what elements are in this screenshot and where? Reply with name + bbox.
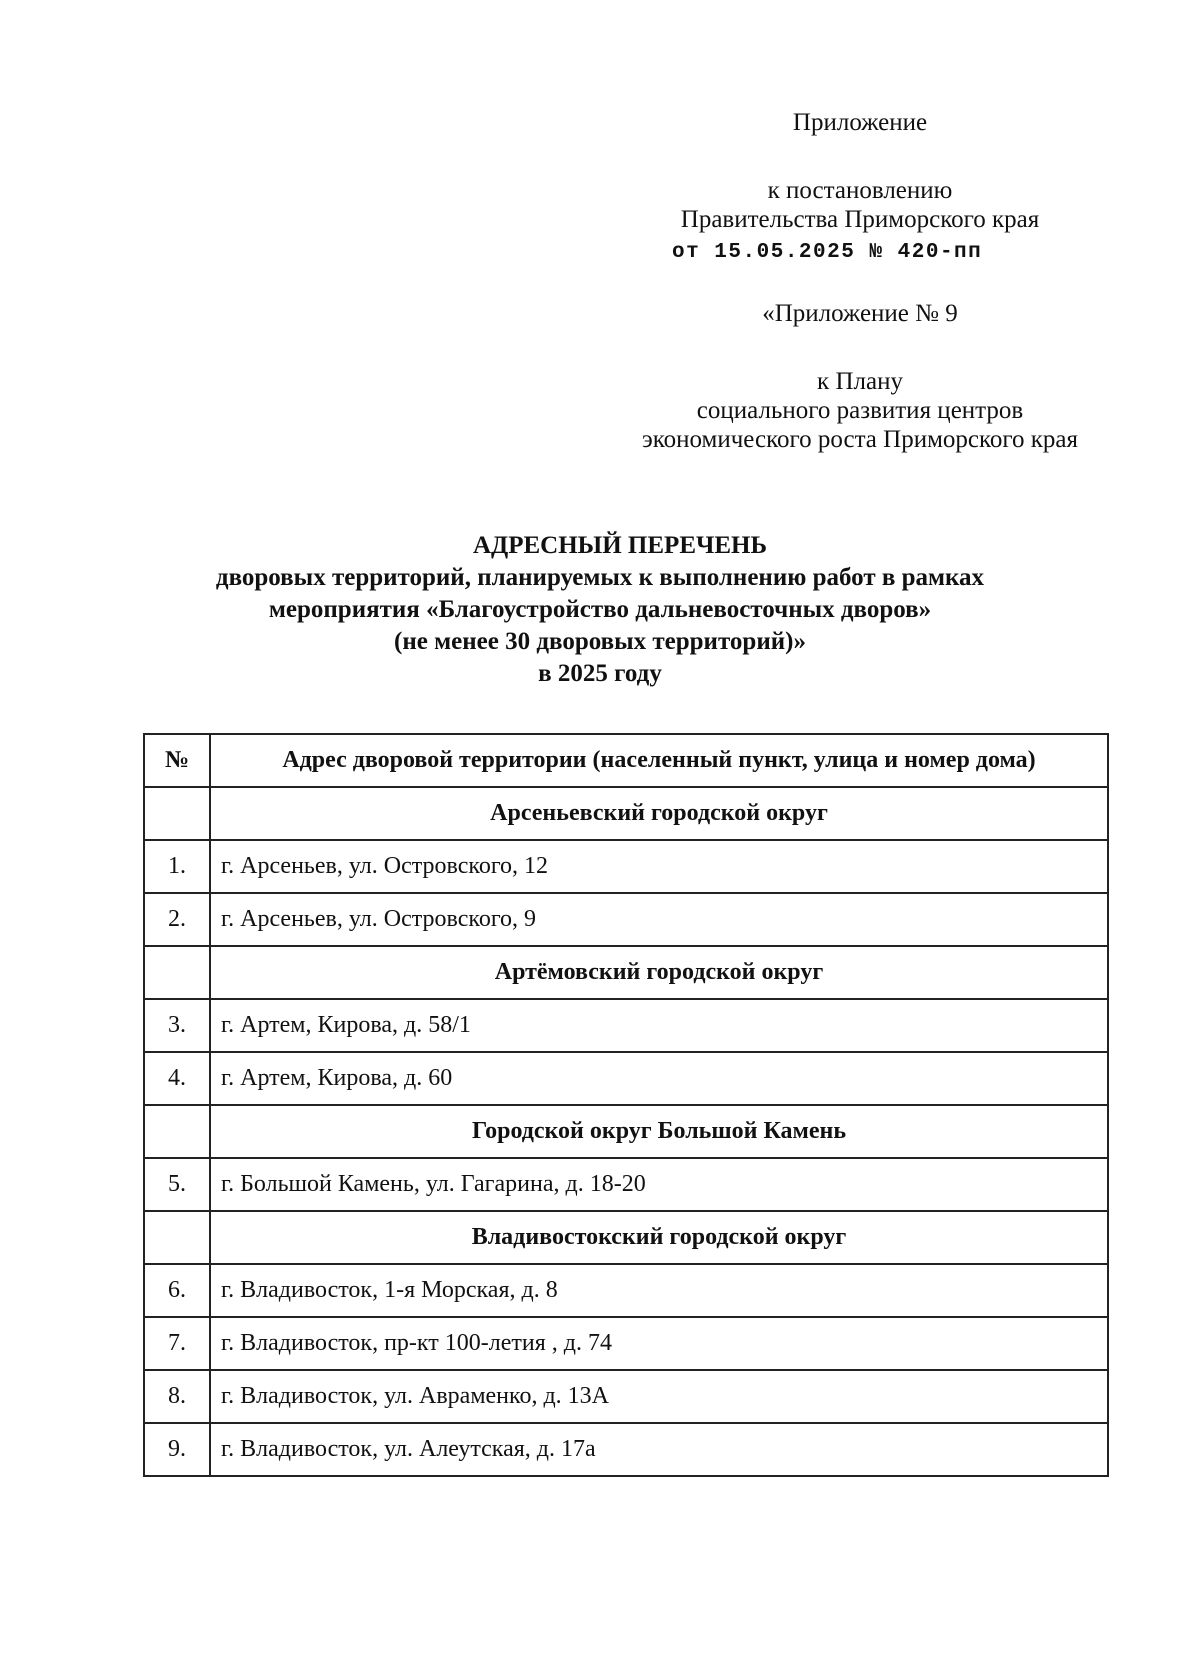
row-number: 4. [144, 1052, 210, 1105]
document-title [0, 530, 1200, 690]
table-row [144, 1052, 1108, 1105]
table-row [144, 840, 1108, 893]
row-number [144, 1211, 210, 1264]
address-table-body [144, 734, 1108, 1476]
address-cell: г. Арсеньев, ул. Островского, 9 [210, 893, 1108, 946]
row-number: 8. [144, 1370, 210, 1423]
row-number [144, 946, 210, 999]
resolution-stamp: от 15.05.2025 № 420-пп [672, 241, 983, 264]
title-line-2: дворовых территорий, планируемых к выполнению работ в рамках [215, 564, 985, 591]
address-cell: г. Арсеньев, ул. Островского, 12 [210, 840, 1108, 893]
group-row [144, 1105, 1108, 1158]
table-row [144, 1317, 1108, 1370]
table-row [144, 1423, 1108, 1476]
row-number: 6. [144, 1264, 210, 1317]
row-number: 1. [144, 840, 210, 893]
plan-line-3: экономического роста Приморского края [642, 426, 1078, 453]
table-row [144, 1264, 1108, 1317]
table-row [144, 999, 1108, 1052]
table-header-row [144, 734, 1108, 787]
plan-line-2: социального развития центров [696, 397, 1024, 424]
row-number: 5. [144, 1158, 210, 1211]
address-cell: г. Владивосток, ул. Алеутская, д. 17а [210, 1423, 1108, 1476]
address-cell: г. Артем, Кирова, д. 60 [210, 1052, 1108, 1105]
row-number [144, 787, 210, 840]
row-number: 7. [144, 1317, 210, 1370]
table-row [144, 1370, 1108, 1423]
to-plan-label: к Плану [817, 368, 903, 395]
municipality-heading: Городской округ Большой Камень [210, 1105, 1108, 1158]
address-table [143, 733, 1109, 1477]
address-cell: г. Владивосток, 1-я Морская, д. 8 [210, 1264, 1108, 1317]
title-line-4: (не менее 30 дворовых территорий)» [394, 628, 806, 655]
municipality-heading: Арсеньевский городской округ [210, 787, 1108, 840]
appendix-label: Приложение [792, 109, 928, 136]
group-row [144, 787, 1108, 840]
address-cell: г. Артем, Кирова, д. 58/1 [210, 999, 1108, 1052]
table-row [144, 893, 1108, 946]
municipality-heading: Артёмовский городской округ [210, 946, 1108, 999]
municipality-heading: Владивостокский городской округ [210, 1211, 1108, 1264]
row-number [144, 1105, 210, 1158]
table-row [144, 1158, 1108, 1211]
government-label: Правительства Приморского края [680, 206, 1040, 233]
group-row [144, 1211, 1108, 1264]
row-number: 2. [144, 893, 210, 946]
title-line-5: в 2025 году [538, 660, 662, 687]
address-cell: г. Владивосток, пр-кт 100-летия , д. 74 [210, 1317, 1108, 1370]
column-header-number: № [144, 734, 210, 787]
address-cell: г. Большой Камень, ул. Гагарина, д. 18-20 [210, 1158, 1108, 1211]
address-cell: г. Владивосток, ул. Авраменко, д. 13А [210, 1370, 1108, 1423]
to-resolution-label: к постановлению [767, 177, 953, 204]
column-header-address: Адрес дворовой территории (населенный пункт, улица и номер дома) [210, 734, 1108, 787]
row-number: 3. [144, 999, 210, 1052]
title-line-1: АДРЕСНЫЙ ПЕРЕЧЕНЬ [472, 532, 767, 559]
title-line-3: мероприятия «Благоустройство дальневосточных дворов» [268, 596, 932, 623]
row-number: 9. [144, 1423, 210, 1476]
group-row [144, 946, 1108, 999]
appendix-9-label: «Приложение № 9 [762, 300, 958, 327]
